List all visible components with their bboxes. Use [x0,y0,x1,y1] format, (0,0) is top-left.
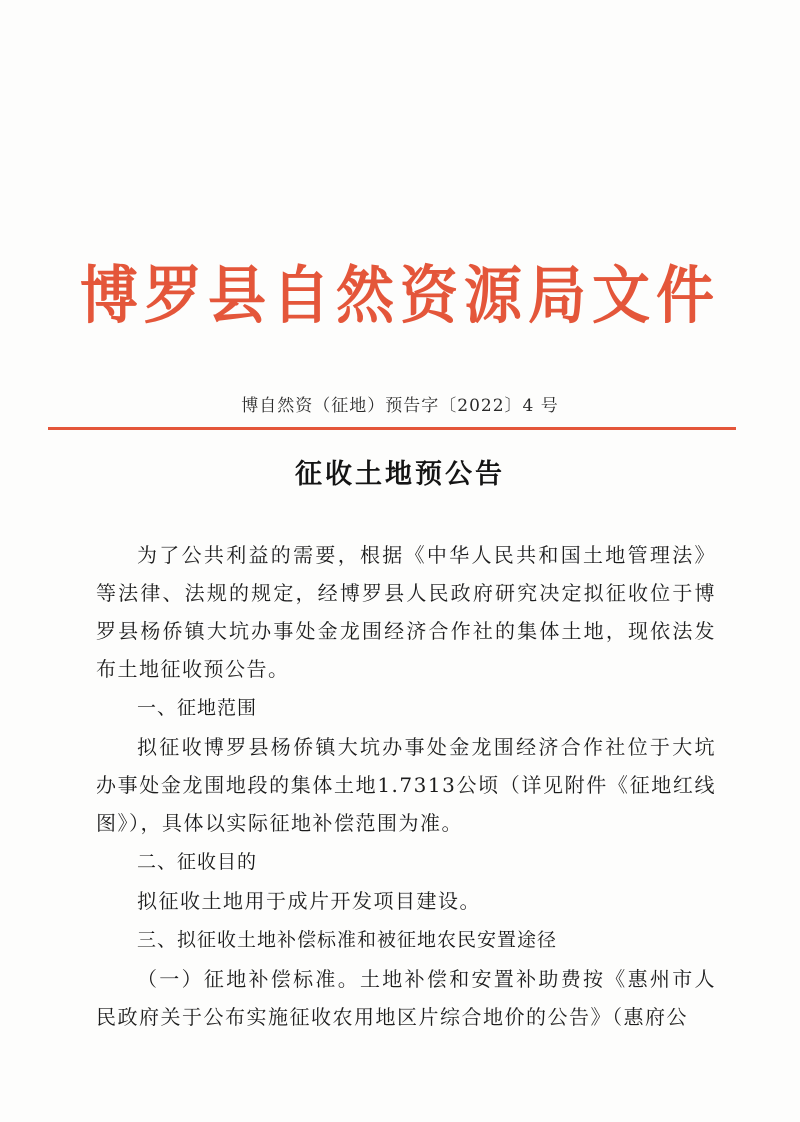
notice-body [96,536,716,1036]
red-divider-line [48,427,736,430]
section-heading-compensation: 三、拟征收土地补偿标准和被征地农民安置途径 [137,929,558,951]
notice-title: 征收土地预公告 [295,459,505,490]
masthead-title: 博罗县自然资源局文件 [79,258,720,333]
section-text-scope: 拟征收博罗县杨侨镇大坑办事处金龙围经济合作社位于大坑办事处金龙围地段的集体土地1.7313公顷（详见附件《征地红线图》），具体以实际征地补偿范围为准。 [96,735,716,835]
document-number: 博自然资（征地）预告字〔2022〕4 号 [241,396,559,416]
section-heading-scope: 一、征地范围 [137,697,258,719]
section-text-compensation: （一）征地补偿标准。土地补偿和安置补助费按《惠州市人民政府关于公布实施征收农用地区片综合地价的公告》（惠府公 [96,967,716,1029]
intro-paragraph: 为了公共利益的需要，根据《中华人民共和国土地管理法》等法律、法规的规定，经博罗县人民政府研究决定拟征收位于博罗县杨侨镇大坑办事处金龙围经济合作社的集体土地，现依法发布土地征收预公告。 [96,543,716,681]
section-heading-purpose: 二、征收目的 [137,851,258,873]
section-text-purpose: 拟征收土地用于成片开发项目建设。 [137,889,481,913]
